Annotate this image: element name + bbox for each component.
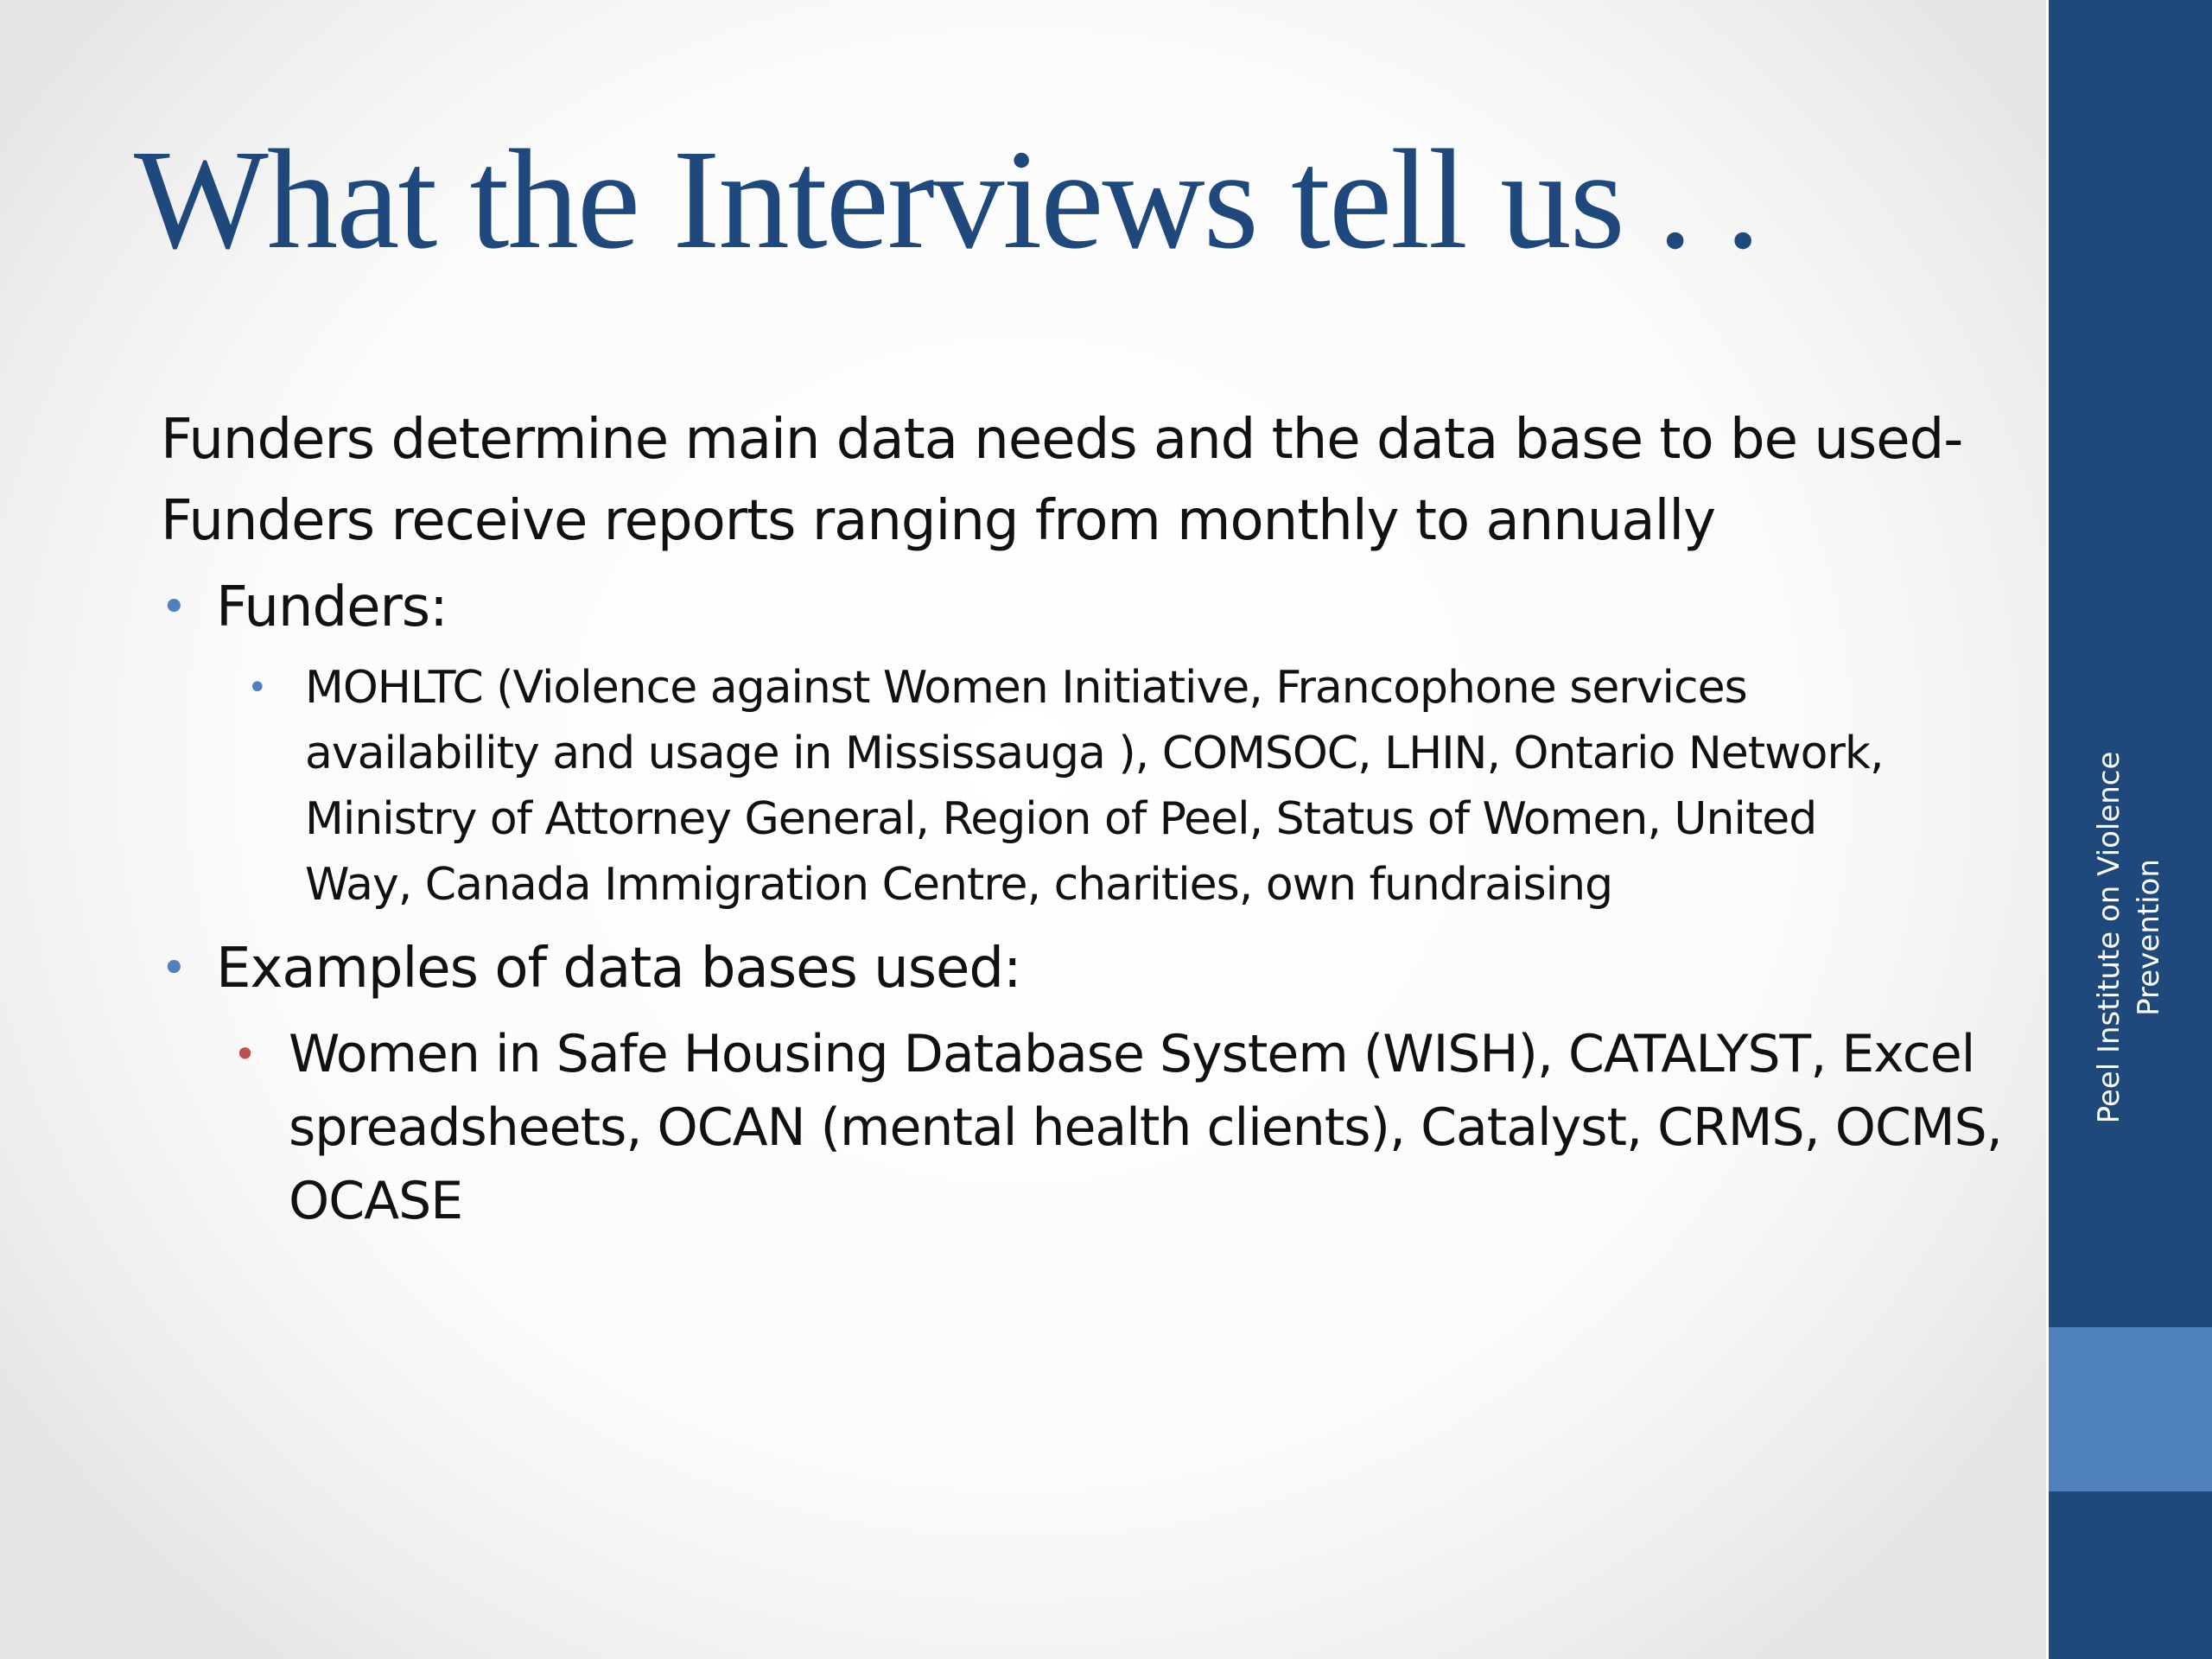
intro-line: Funders receive reports ranging from monthly to annually <box>161 489 1715 553</box>
intro-paragraph <box>161 399 1993 562</box>
sub-bullet-line: Way, Canada Immigration Centre, charities, own fundraising <box>305 859 1613 911</box>
sub-bullet-line: availability and usage in Mississauga ), COMSOC, LHIN, Ontario Network, <box>305 728 1884 779</box>
footer-line: Peel Institute on Violence <box>2092 751 2126 1124</box>
slide-title: What the Interviews tell us . . <box>134 120 1759 278</box>
sub-bullet-line: Ministry of Attorney General, Region of Peel, Status of Women, United <box>305 793 1817 845</box>
sidebar-divider <box>2046 0 2049 1659</box>
intro-line: Funders determine main data needs and the data base to be used- <box>161 408 1963 472</box>
footer-line: Prevention <box>2132 859 2166 1016</box>
bullet-dot-icon: • <box>161 582 187 633</box>
sub-bullet-databases-list <box>161 1018 2017 1238</box>
sub-bullet-line: OCASE <box>289 1171 463 1231</box>
sub-bullet-line: MOHLTC (Violence against Women Initiative, Francophone services <box>305 662 1747 714</box>
bullet-dot-icon: • <box>233 1031 257 1077</box>
sub-bullet-line: Women in Safe Housing Database System (WISH), CATALYST, Excel <box>289 1024 1975 1084</box>
bullet-label: Examples of data bases used: <box>216 937 1021 1001</box>
bullet-dot-icon: • <box>247 668 267 708</box>
bullet-databases <box>161 928 1993 1009</box>
slide-content <box>161 399 2002 1238</box>
footer-organization-name <box>2089 752 2169 1124</box>
bullet-dot-icon: • <box>161 943 187 995</box>
sidebar-accent-block <box>2046 1327 2212 1491</box>
bullet-funders <box>161 567 1993 648</box>
bullet-label: Funders: <box>216 575 448 639</box>
sub-bullet-funders-list <box>161 655 2016 918</box>
sub-bullet-line: spreadsheets, OCAN (mental health clients), Catalyst, CRMS, OCMS, <box>289 1097 2002 1158</box>
